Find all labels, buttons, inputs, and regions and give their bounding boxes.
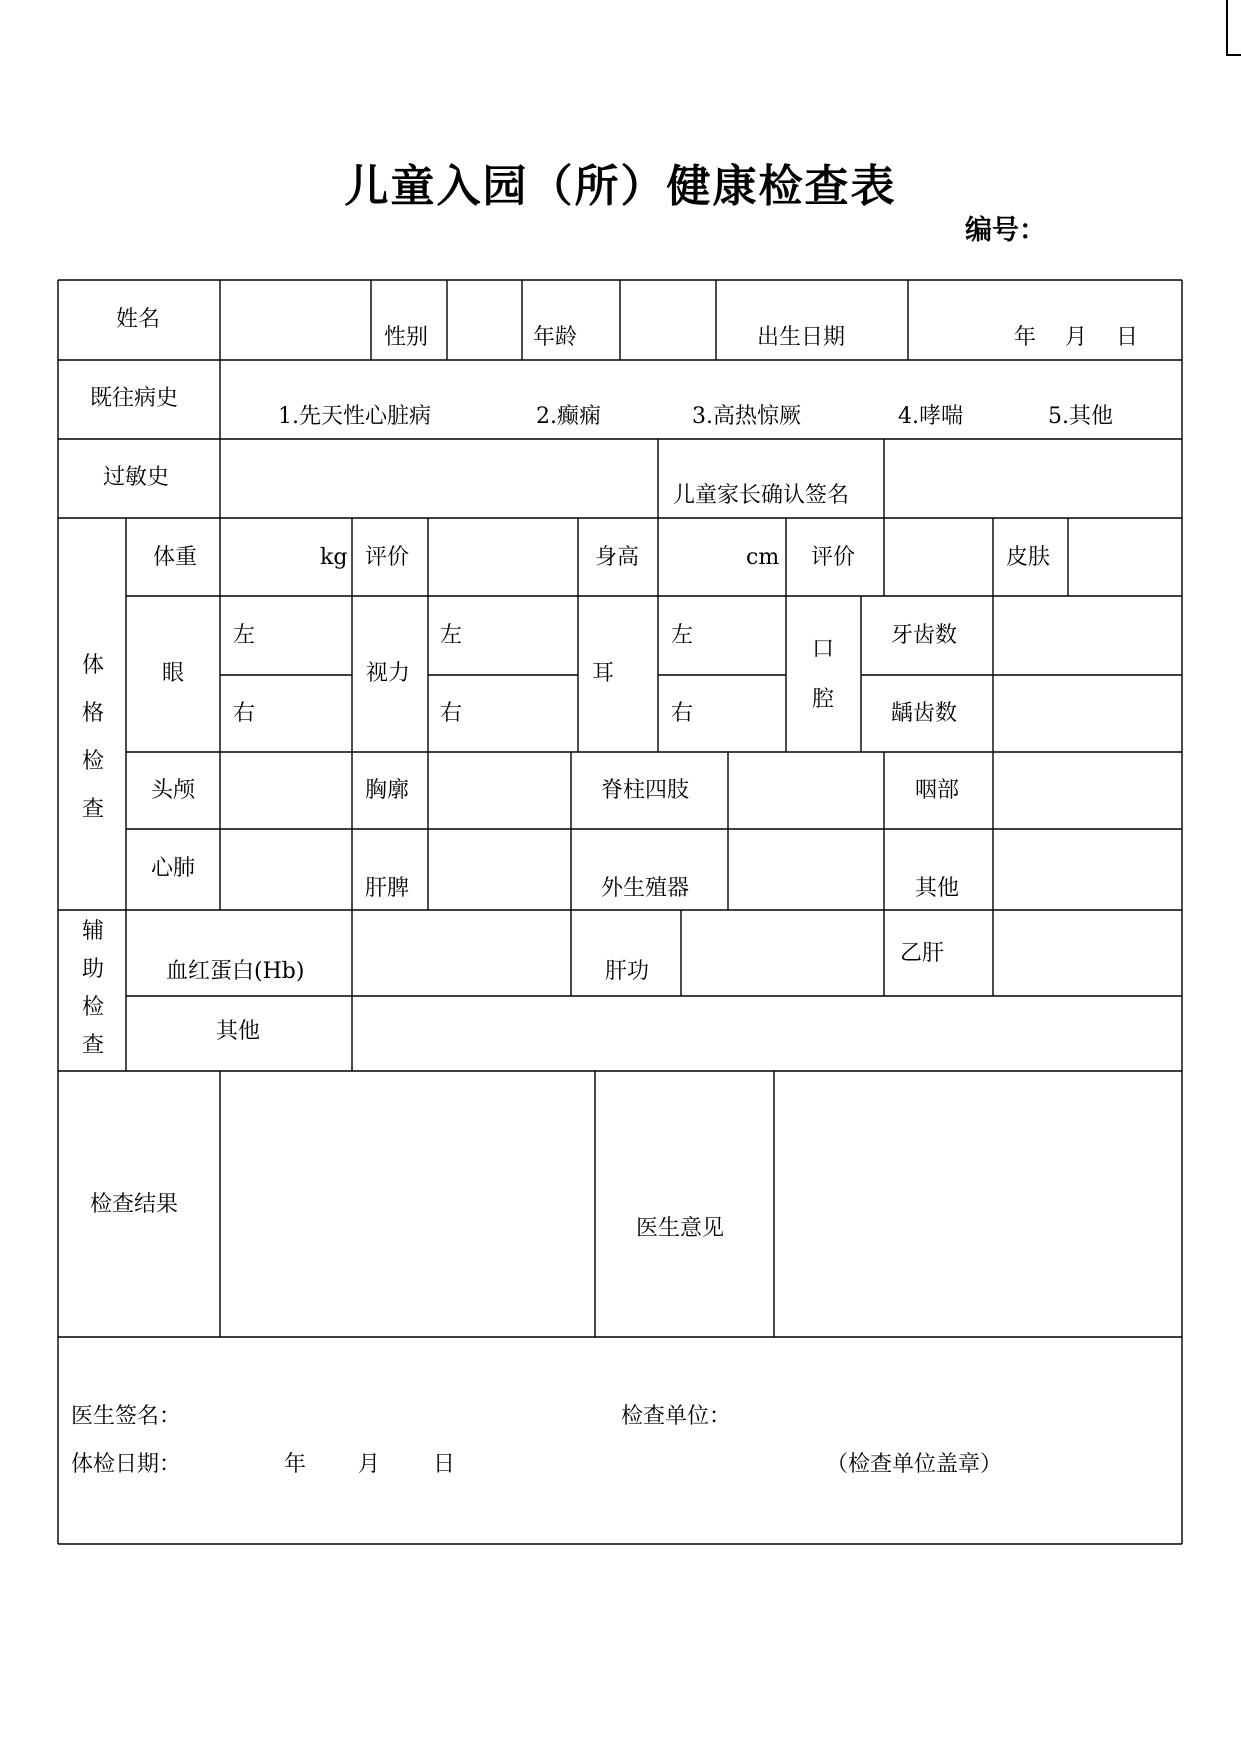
history-option-5: 5.其他 [1048,404,1113,429]
caries-count-label: 龋齿数 [891,701,958,726]
eye-right-label: 右 [233,701,256,726]
stamp-label: （检查单位盖章） [826,1452,1003,1477]
aux-section-char-4: 查 [81,1033,104,1058]
mouth-label-char-1: 口 [812,637,835,662]
history-option-2: 2.癫痫 [536,404,601,429]
height-unit: cm [746,545,780,570]
history-option-3: 3.高热惊厥 [692,404,801,429]
history-option-4: 4.哮喘 [898,404,963,429]
ear-left-label: 左 [671,623,694,648]
vision-label: 视力 [366,661,411,686]
aux-section-char-3: 检 [81,995,104,1020]
weight-unit: kg [320,545,348,570]
mouth-label-char-2: 腔 [812,687,835,712]
physical-other-label: 其他 [915,876,960,901]
aux-other-label: 其他 [216,1019,261,1044]
exam-date-year: 年 [284,1452,307,1477]
hepatitis-b-label: 乙肝 [900,941,945,966]
exam-unit-label: 检查单位： [621,1404,732,1429]
birth-year-label: 年 [1014,325,1037,350]
height-label: 身高 [595,545,640,570]
liver-spleen-label: 肝脾 [365,876,410,901]
teeth-count-label: 牙齿数 [891,623,958,648]
height-rating-label: 评价 [811,545,856,570]
chest-label: 胸廓 [365,778,410,803]
exam-date-label: 体检日期： [71,1452,182,1477]
heart-lung-label: 心肺 [151,856,196,881]
birth-date-label: 出生日期 [757,325,846,350]
spine-limbs-label: 脊柱四肢 [601,778,690,803]
allergy-label: 过敏史 [103,465,170,490]
page-title: 儿童入园（所）健康检查表 [344,161,897,212]
physical-section-char-3: 检 [81,749,104,774]
liver-function-label: 肝功 [605,959,650,984]
name-label: 姓名 [116,307,161,332]
parent-signature-label: 儿童家长确认签名 [673,483,850,508]
eye-label: 眼 [162,661,185,686]
head-label: 头颅 [151,778,196,803]
physical-section-char-4: 查 [81,797,104,822]
doctor-opinion-label: 医生意见 [636,1216,725,1241]
gender-label: 性别 [384,325,429,350]
weight-label: 体重 [153,545,198,570]
history-option-1: 1.先天性心脏病 [278,404,431,429]
birth-day-label: 日 [1116,325,1139,350]
physical-section-char-1: 体 [81,653,104,678]
exam-date-month: 月 [358,1452,381,1477]
hemoglobin-label: 血红蛋白(Hb) [166,959,305,984]
doctor-signature-label: 医生签名： [71,1404,182,1429]
throat-label: 咽部 [915,778,960,803]
ear-label: 耳 [592,661,615,686]
eye-left-label: 左 [233,623,256,648]
exam-result-label: 检查结果 [90,1192,179,1217]
aux-section-char-2: 助 [81,957,104,982]
history-label: 既往病史 [90,386,179,411]
vision-left-label: 左 [440,623,463,648]
aux-section-char-1: 辅 [81,919,104,944]
skin-label: 皮肤 [1006,545,1051,570]
genitals-label: 外生殖器 [601,876,690,901]
birth-month-label: 月 [1065,325,1088,350]
ear-right-label: 右 [671,701,694,726]
vision-right-label: 右 [440,701,463,726]
age-label: 年龄 [533,325,578,350]
physical-section-char-2: 格 [81,701,104,726]
exam-date-day: 日 [433,1452,456,1477]
weight-rating-label: 评价 [365,545,410,570]
serial-number-label: 编号： [965,215,1046,246]
